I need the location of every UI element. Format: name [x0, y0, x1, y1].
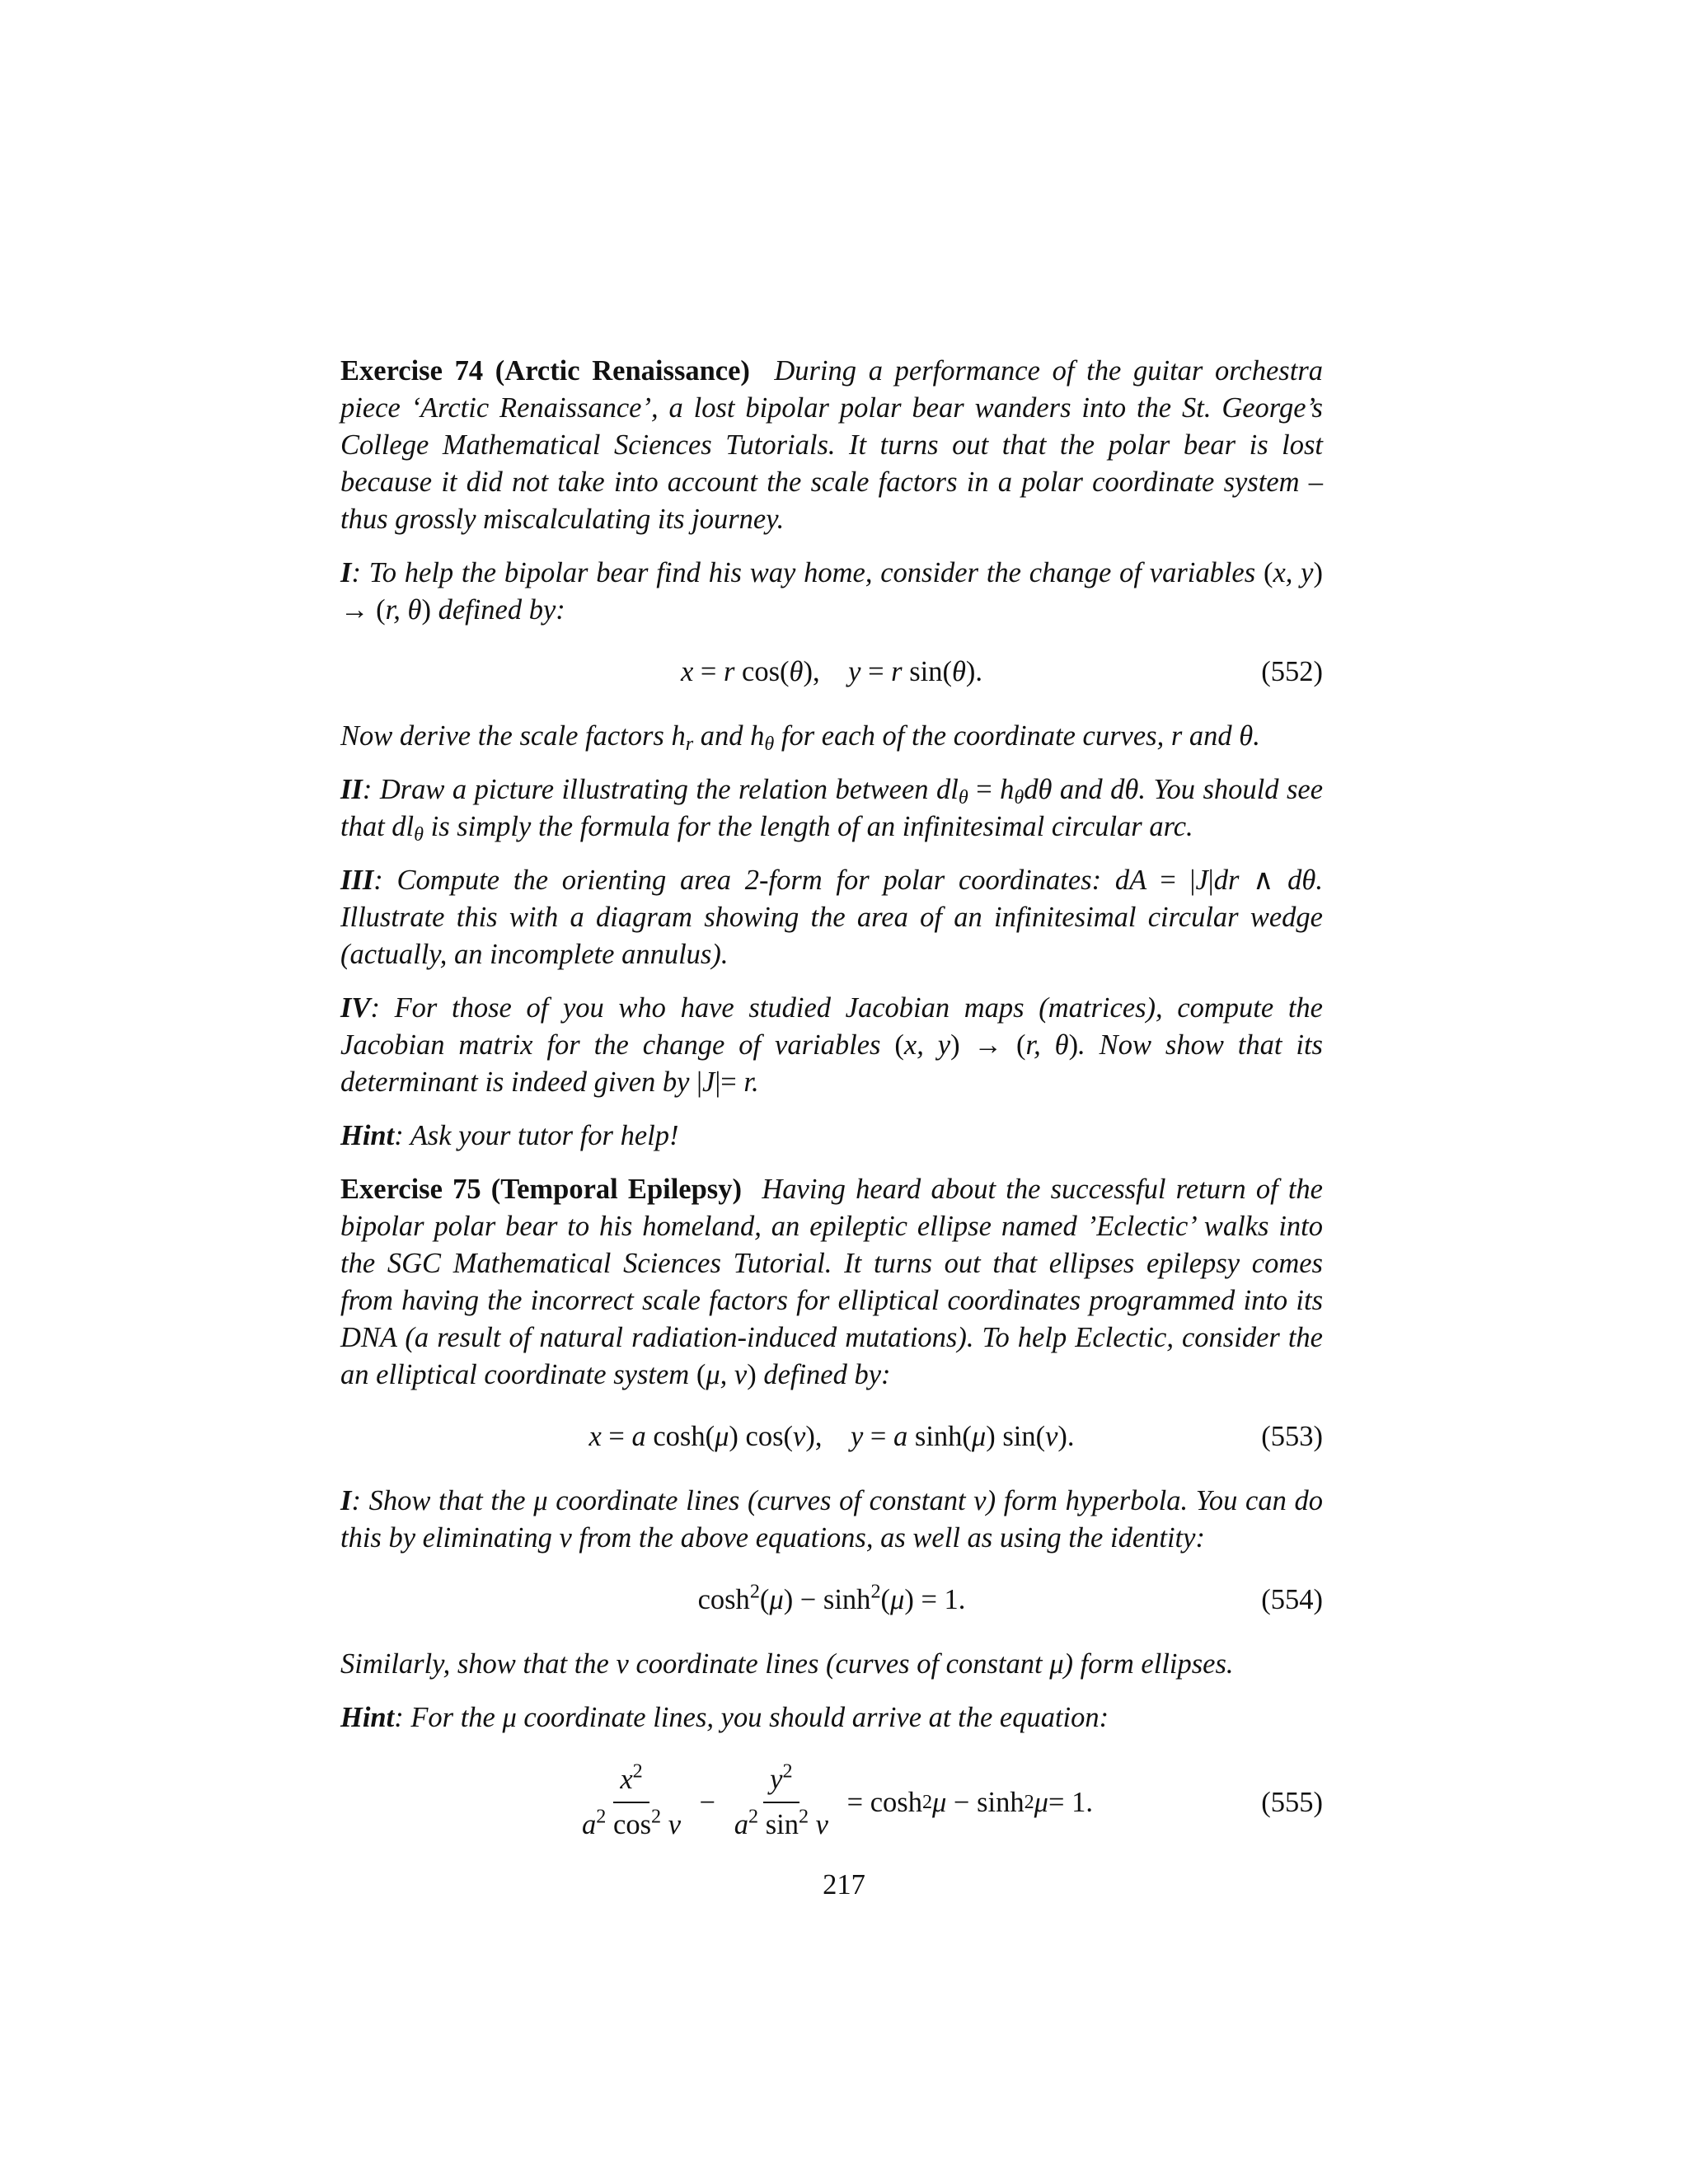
exercise-74-hint: Hint: Ask your tutor for help! — [340, 1120, 679, 1151]
exercise-74-intro — [340, 353, 1323, 538]
equation-number-555: (555) — [1261, 1787, 1323, 1818]
exercise-75-hint: Hint: For the μ coordinate lines, you should arrive at the equation: — [340, 1702, 1109, 1733]
equation-553: x = a cosh(μ) cos(ν), y = a sinh(μ) sin(ν). (553) — [340, 1410, 1323, 1468]
equation-552: x = r cos(θ), y = r sin(θ). (552) — [340, 645, 1323, 703]
equation-number-554: (554) — [1261, 1584, 1323, 1615]
equation-554: $\cosh^2(\mu) - \sinh^2(\mu) = 1$. (554) — [340, 1573, 1323, 1631]
exercise-75-similarly: Similarly, show that the ν coordinate lines (curves of constant μ) form ellipses. — [340, 1648, 1234, 1680]
equation-number-553: (553) — [1261, 1421, 1323, 1452]
exercise-75-title: Exercise 75 (Temporal Epilepsy) — [340, 1174, 742, 1205]
exercise-74-intro-text: During a performance of the guitar orchestra piece ‘Arctic Renaissance’, a lost bipolar polar bear wanders into the St. George’s College Mathematical Sciences Tutorials. It turns out that the polar bear is lost because it did not take into account the scale factors in a polar coordinate system – thus grossly miscalculating its journey. — [340, 355, 1323, 535]
equation-number-552: (552) — [1261, 656, 1323, 687]
equation-555: $\frac{x^2}{a^2 \cos^2 \nu}$ − $\frac{y^2}{a^2 \sin^2 \nu}$ = cosh 2 μ − sinh 2 μ = 1. (555) — [582, 1760, 1323, 1840]
exercise-74-part-4: IV: For those of you who have studied Jacobian maps (matrices), compute the Jacobian matrix for the change of variables (x, y) → (r, θ). Now show that its determinant is indeed given by |J|= r. — [340, 992, 1323, 1098]
exercise-74-part-3: III: Compute the orienting area 2-form for polar coordinates: dA = |J|dr ∧ dθ. Illustrate this with a diagram showing the area of an infinitesimal circular wedge (actually, an incomplete annulus). — [340, 865, 1323, 970]
page-number: 217 — [823, 1869, 865, 1900]
exercise-74-part-2: II: Draw a picture illustrating the relation between $dl_\theta = h_\theta d\theta$ and dθ. You should see that $dl_\theta$ is simply the formula for the length of an infinitesimal circular arc. — [340, 774, 1324, 846]
exercise-74-scale-factors: Now derive the scale factors $h_r$ and $h_\theta$ for each of the coordinate curves, r and θ. — [340, 720, 1260, 756]
exercise-74-part-1: I: To help the bipolar bear find his way home, consider the change of variables (x, y) → (r, θ) defined by: — [340, 557, 1323, 626]
exercise-74-title: Exercise 74 (Arctic Renaissance) — [340, 355, 750, 387]
exercise-75-part-1: I: Show that the μ coordinate lines (curves of constant ν) form hyperbola. You can do this by eliminating ν from the above equations, as well as using the identity: — [340, 1485, 1323, 1554]
page-body — [340, 353, 1323, 1860]
exercise-75-intro: Exercise 75 (Temporal Epilepsy) Having heard about the successful return of the bipolar polar bear to his homeland, an epileptic ellipse named ’Eclectic’ walks into the SGC Mathematical Sciences Tutorial. It turns out that ellipses epilepsy comes from having the incorrect scale factors for elliptical coordinates programmed into its DNA (a result of natural radiation-induced mutations). To help Eclectic, consider the an elliptical coordinate system (μ, ν) defined by: — [340, 1174, 1323, 1390]
